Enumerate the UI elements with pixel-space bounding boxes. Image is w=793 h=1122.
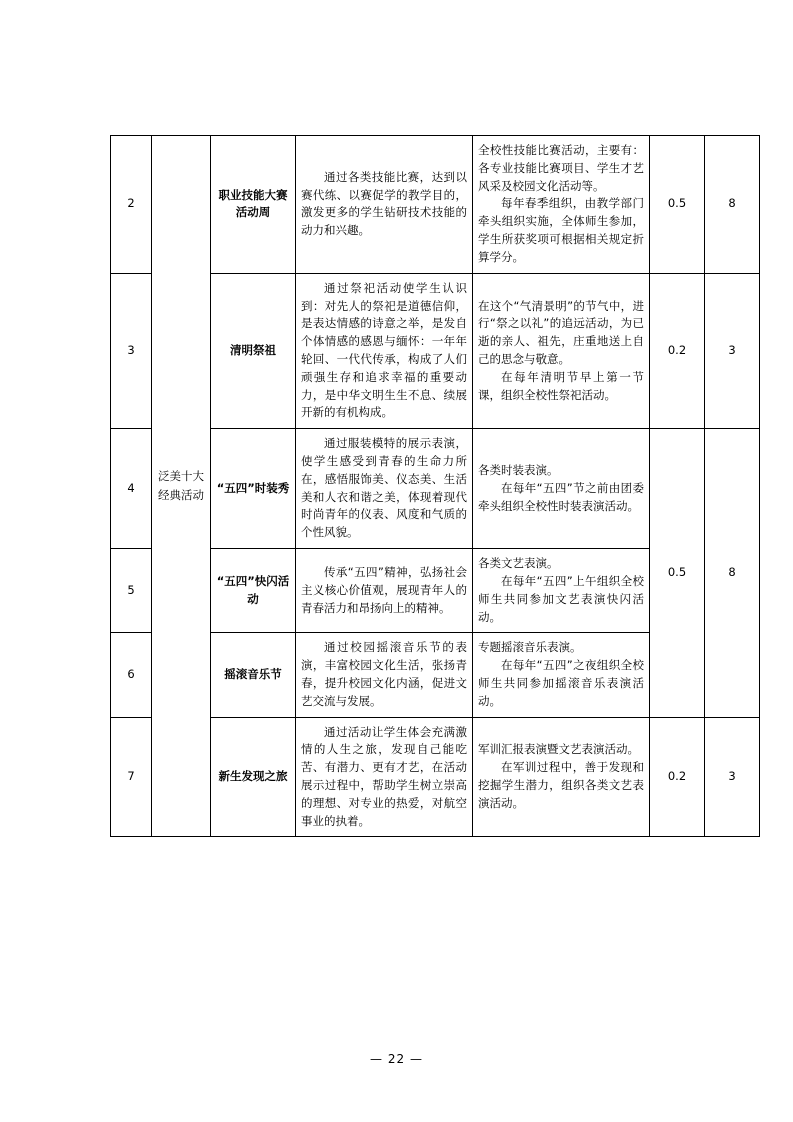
- impl-paragraph: 在每年“五四”上午组织全校师生共同参加文艺表演快闪活动。: [478, 573, 644, 624]
- desc-paragraph: 传承“五四”精神，弘扬社会主义核心价值观，展现青年人的青春活力和昂扬向上的精神。: [301, 564, 467, 615]
- activity-implementation: [473, 549, 650, 633]
- page-footer: — 22 —: [370, 1052, 423, 1066]
- activity-name: 新生发现之旅: [211, 717, 296, 837]
- group-label: [157, 467, 205, 506]
- activity-description: [296, 273, 473, 429]
- activity-implementation: [473, 633, 650, 717]
- score-b: 8: [705, 429, 760, 717]
- activity-description: [296, 717, 473, 837]
- activity-name: “五四”时装秀: [211, 429, 296, 549]
- score-b: 3: [705, 717, 760, 837]
- impl-paragraph: 各类文艺表演。: [478, 556, 559, 571]
- desc-paragraph: 通过活动让学生体会充满激情的人生之旅，发现自己能吃苦、有潜力、更有才艺，在活动展示过程中，帮助学生树立崇高的理想、对专业的热爱，对航空事业的执着。: [301, 724, 467, 828]
- impl-paragraph: 军训汇报表演暨文艺表演活动。: [478, 742, 639, 757]
- score-a: 0.5: [650, 429, 705, 717]
- impl-paragraph: 在这个“气清景明”的节气中，进行“祭之以礼”的追远活动，为已逝的亲人、祖先，庄重地送上自己的思念与敬意。: [478, 298, 644, 366]
- table-body: [111, 136, 760, 837]
- activity-description: [296, 633, 473, 717]
- desc-paragraph: 通过各类技能比赛，达到以赛代练、以赛促学的教学目的，激发更多的学生钻研技术技能的动力和兴趣。: [301, 169, 467, 238]
- desc-paragraph: 通过祭祀活动使学生认识到：对先人的祭祀是道德信仰，是表达情感的诗意之举，是发自个体情感的感恩与缅怀：一年年轮回、一代代传承，构成了人们顽强生存和追求幸福的重要动力，是中华文明生生不息、续展开新的有机构成。: [301, 280, 467, 420]
- group-cell: [152, 136, 211, 837]
- impl-paragraph: 在每年清明节早上第一节课，组织全校性祭祀活动。: [478, 369, 644, 402]
- impl-paragraph: 在军训过程中，善于发现和挖掘学生潜力，组织各类文艺表演活动。: [478, 760, 644, 810]
- score-a: 0.5: [650, 136, 705, 274]
- impl-paragraph: 专题摇滚音乐表演。: [478, 640, 582, 655]
- row-number: 5: [111, 549, 152, 633]
- group-label-text: 泛美十大经典活动: [158, 468, 204, 503]
- desc-paragraph: 通过校园摇滚音乐节的表演，丰富校园文化生活，张扬青春，提升校园文化内涵，促进文艺交流与发展。: [301, 640, 467, 708]
- row-number: 3: [111, 273, 152, 429]
- activity-description: [296, 136, 473, 274]
- activity-name: 清明祭祖: [211, 273, 296, 429]
- score-b: 8: [705, 136, 760, 274]
- score-a: 0.2: [650, 273, 705, 429]
- impl-paragraph: 每年春季组织，由教学部门牵头组织实施，全体师生参加，学生所获奖项可根据相关规定折算学分。: [478, 196, 644, 264]
- desc-paragraph: 通过服装模特的展示表演，使学生感受到青春的生命力所在，感悟服饰美、仪态美、生活美和人衣和谐之美，体现着现代时尚青年的仪表、风度和气质的个性风貌。: [301, 436, 467, 540]
- row-number: 4: [111, 429, 152, 549]
- activities-table: [110, 135, 760, 837]
- activity-name: “五四”快闪活动: [211, 549, 296, 633]
- score-b: 3: [705, 273, 760, 429]
- row-number: 2: [111, 136, 152, 274]
- impl-paragraph: 在每年“五四”节之前由团委牵头组织全校性时装表演活动。: [478, 480, 644, 513]
- activity-name: 摇滚音乐节: [211, 633, 296, 717]
- impl-paragraph: 全校性技能比赛活动，主要有：各专业技能比赛项目、学生才艺风采及校园文化活动等。: [478, 143, 644, 193]
- row-number: 7: [111, 717, 152, 837]
- activity-implementation: [473, 136, 650, 274]
- row-number: 6: [111, 633, 152, 717]
- table-row: [111, 136, 760, 274]
- impl-paragraph: 在每年“五四”之夜组织全校师生共同参加摇滚音乐表演活动。: [478, 658, 644, 708]
- score-a: 0.2: [650, 717, 705, 837]
- activity-implementation: [473, 717, 650, 837]
- activity-implementation: [473, 429, 650, 549]
- activity-description: [296, 429, 473, 549]
- activity-name: 职业技能大赛活动周: [211, 136, 296, 274]
- activity-description: [296, 549, 473, 633]
- impl-paragraph: 各类时装表演。: [478, 462, 559, 477]
- activity-implementation: [473, 273, 650, 429]
